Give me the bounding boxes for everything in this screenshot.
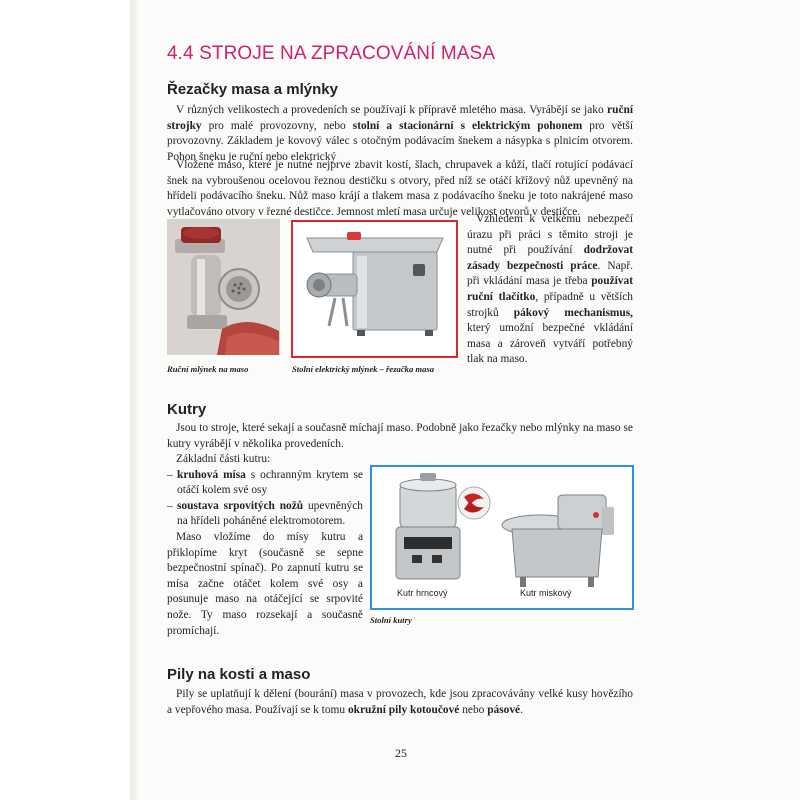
text-run: pro malé provozovny, nebo — [201, 119, 353, 132]
text-run: který umožní bezpečné vkládání masa a zároveň vytváří potřebný tlak na maso. — [467, 322, 633, 366]
bold-run: stolní a stacionární s elektrickým pohonem — [352, 119, 583, 132]
electric-grinder-image — [291, 220, 458, 358]
parts-intro: Základní části kutru: — [176, 453, 271, 465]
section-title: 4.4 STROJE NA ZPRACOVÁNÍ MASA — [167, 43, 496, 64]
parts-list — [167, 468, 363, 530]
paragraph-rezacky-intro — [167, 103, 633, 165]
caption-stolni-kutry: Stolní kutry — [370, 615, 412, 625]
text-run: Pily se uplatňují k dělení (bourání) masa v provozech, kde jsou zpracovávány velké kusy hovězího a vepřového masa. Používají se k tomu — [167, 688, 633, 716]
text-run: Vzhledem k velkému nebezpečí úrazu při práci s těmito stroji je nutné při používání — [467, 213, 633, 257]
heading-kutry: Kutry — [167, 401, 207, 418]
dash-bullet: – — [167, 499, 173, 512]
caption-hand-grinder: Ruční mlýnek na maso — [167, 364, 249, 374]
bold-run: kruhová mísa — [177, 468, 246, 481]
paragraph-safety — [467, 212, 633, 368]
paragraph-rezacky-function: Vložené maso, které je nutné nejprve zbavit kostí, šlach, chrupavek a kůží, tlačí rotující podávací šnek na vybroušenou ocelovou řeznou destičku s otvory, před níž se otáčí křížový nůž upevněný na hřídeli podávacího šneku. Nůž maso krájí a tlakem masa z podávacího šneku je toto nakrájené maso vytlačováno otvory v řezné destičce. Jemnost mletí masa určuje velikost otvorů v destičce. — [167, 159, 633, 218]
paragraph-kutry-usage: Maso vložíme do mísy kutru a přiklopíme kryt (současně se sepne bezpečnostní spínač). Po zapnutí kutru se mísa začne otáčet kolem své osy a posunuje maso na otáčející se srpovité nože. Ty maso rozsekají a současně promíchají. — [167, 530, 363, 637]
label-kutr-hrncovy: Kutr hrncový — [397, 588, 448, 598]
caption-electric-grinder: Stolní elektrický mlýnek – řezačka masa — [292, 364, 435, 374]
bold-run: dodržovat zásady bezpečnosti práce — [467, 244, 633, 272]
text-run: , případně u větších strojků — [467, 290, 634, 319]
hand-grinder-image — [167, 219, 280, 355]
paragraph-pily — [167, 687, 633, 718]
dash-bullet: – — [167, 468, 173, 481]
list-item — [167, 499, 363, 530]
bold-run: pákový mechanismus, — [513, 306, 633, 319]
text-run: . — [520, 703, 523, 716]
heading-rezacky: Řezačky masa a mlýnky — [167, 81, 338, 98]
bold-run: soustava srpovitých nožů — [177, 499, 304, 512]
text-run: . Např. při vkládání masa je třeba — [467, 259, 633, 288]
bold-run: ruční strojky — [167, 104, 633, 132]
paragraph-kutry-intro: Jsou to stroje, které sekají a současně míchají maso. Podobně jako řezačky nebo mlýnky na maso se kutry vyrábějí v několika provedeních. — [167, 422, 633, 450]
page-gutter — [130, 0, 139, 800]
bold-run: používat ruční tlačítko — [467, 275, 633, 303]
text-run: pro větší provozovny. Základem je kovový válec s otočným podávacím šnekem a násypka s plnicím otvorem. Pohon šneku je ruční nebo elektrický — [167, 119, 633, 163]
bold-run: pásové — [487, 703, 521, 716]
text-run: upevněných na hřídeli poháněné elektromotorem. — [177, 499, 363, 528]
text-run: s ochranným krytem se otáčí kolem své osy — [177, 468, 363, 497]
kutr-parts-block — [167, 452, 363, 639]
heading-pily: Pily na kosti a maso — [167, 666, 311, 683]
page-number: 25 — [395, 746, 407, 760]
bold-run: okružní pily kotoučové — [347, 703, 460, 716]
list-item — [167, 468, 363, 499]
text-run: nebo — [459, 703, 488, 716]
text-run: V různých velikostech a provedeních se používají k přípravě mletého masa. Vyrábějí se jako — [176, 104, 608, 116]
label-kutr-miskovy: Kutr miskový — [520, 588, 572, 598]
